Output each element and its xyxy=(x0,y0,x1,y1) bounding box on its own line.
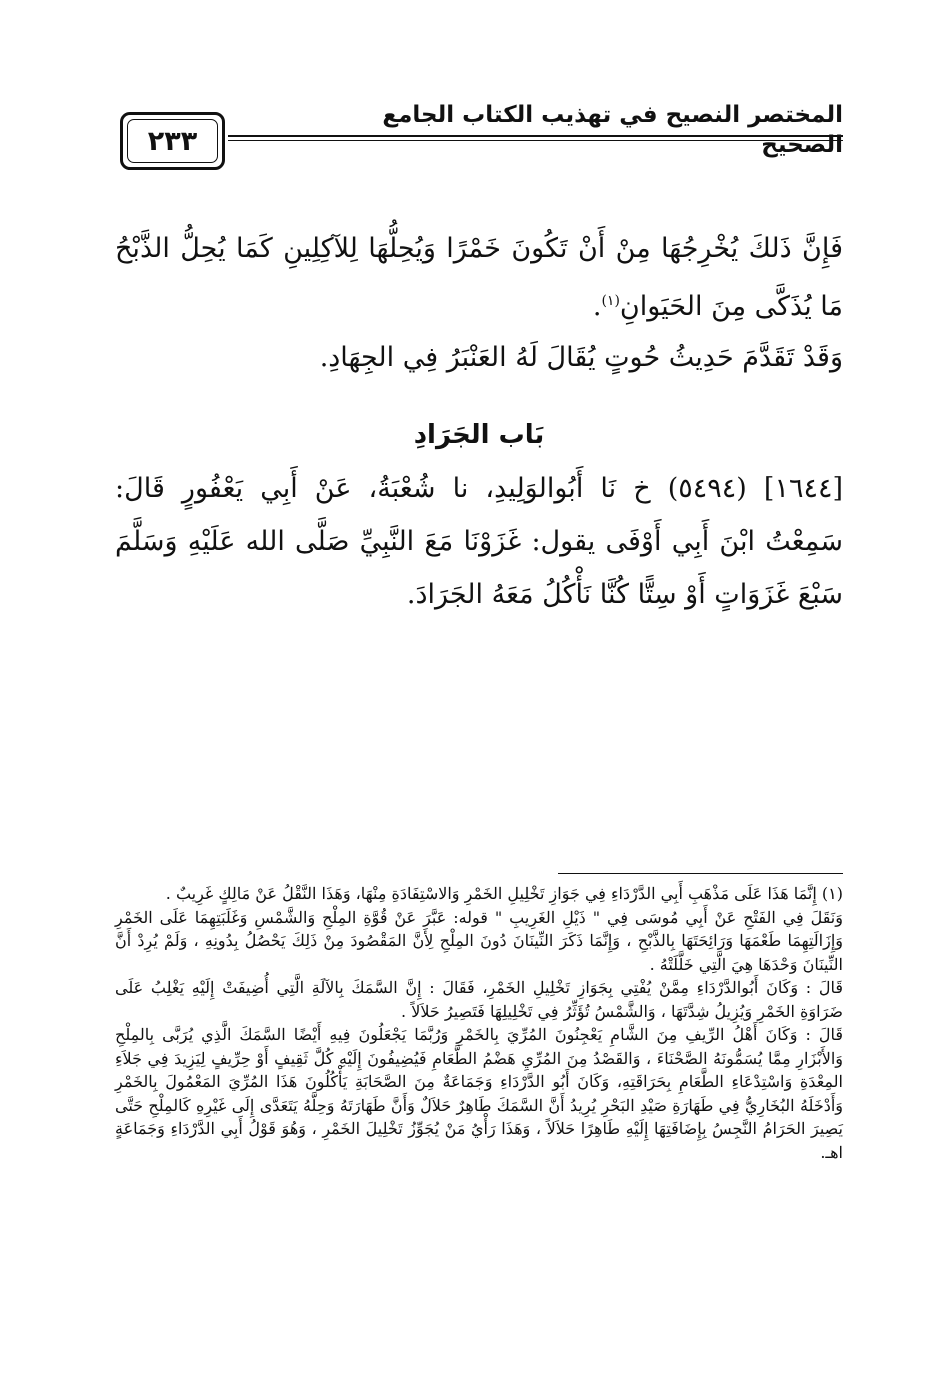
footnote-ref: (١) xyxy=(601,293,620,309)
footnote-rule xyxy=(558,873,843,874)
body-paragraph-1-text: فَإِنَّ ذَلكَ يُخْرِجُهَا مِنْ أَنْ تَكُونَ خَمْرًا وَيُحِلُّهَا لِلآكِلِينِ كَمَا يُحِلُّ الذَّبْحُ مَا يُذَكَّى مِنَ الحَيَوانِ xyxy=(115,233,843,322)
header-rule-thin xyxy=(228,140,843,141)
body-paragraph-1 xyxy=(115,222,843,333)
footnote-paragraph: وَنَقَلَ فِي الفَتْحِ عَنْ أَبِي مُوسَى فِي " ذَيْلِ الغَرِيبِ " قوله: عَبَّرَ عَنْ قُوَّةِ المِلْحِ وَالشَّمْسِ وَغَلَبَتِهِمَا عَلَى الخَمْرِ وَإِزَالَتِهِمَا طَعْمَهَا وَرَائِحَتَهَا بِالذَّبْحِ ، وَإِنَّمَا ذَكَرَ النِّينَانَ دُونَ المِلْحِ لِأَنَّ المَقْصُودَ مِنْ ذَلِكَ يَحْصُلُ بِدُونِهِ ، وَلَمْ يُرِدْ أَنَّ النِّينَانَ وَحْدَهَا هِيَ الَّتِي خَلَّلَتْهُ . xyxy=(115,907,843,974)
hadith-text: [١٦٤٤] (٥٤٩٤) خ نَا أَبُوالوَلِيدِ، نا شُعْبَةُ، عَنْ أَبِي يَعْفُورٍ قَالَ: سَمِعْتُ ابْنَ أَبِي أَوْفَى يقول: غَزَوْنَا مَعَ النَّبِيِّ صَلَّى الله عَلَيْهِ وَسَلَّمَ سَبْعَ غَزَوَاتٍ أَوْ سِتًّا كُنَّا نَأْكُلُ مَعَهُ الجَرَادَ. xyxy=(115,473,843,610)
page-number: ٢٣٣ xyxy=(120,112,225,170)
running-header-title: المختصر النصيح في تهذيب الكتاب الجامع الصحيح xyxy=(382,102,843,158)
footnote-1: (١) إِنَّمَا هَذَا عَلَى مَذْهَبِ أَبِي الدَّرْدَاءِ فِي جَوَازِ تَخْلِيلِ الخَمْرِ وَالاسْتِفَادَةِ مِنْهَا، وَهَذَا النَّقْلُ عَنْ مَالِكٍ غَرِيبٌ . xyxy=(165,884,843,903)
header-rule xyxy=(228,135,843,137)
body-paragraph-2: وَقَدْ تَقَدَّمَ حَدِيثُ حُوتٍ يُقَالَ لَهُ العَنْبَرُ فِي الجِهَادِ. xyxy=(319,342,843,373)
chapter-title: بَاب الجَرَادِ xyxy=(413,420,545,450)
footnotes xyxy=(115,882,843,1164)
body-paragraph-1-end: . xyxy=(592,291,602,322)
footnote-paragraph: قَالَ : وَكَانَ أَبُوالدَّرْدَاءِ مِمَّنْ يُفْتِي بِجَوَازِ تَخْلِيلِ الخَمْرِ، فَقَالَ : إِنَّ السَّمَكَ بِالآلَةِ الَّتِي أُضِيفَتْ إِلَيْهِ يَغْلِبُ عَلَى ضَرَاوَةِ الخَمْرِ وَيُزِيلُ شِدَّتَهَا ، وَالشَّمْسُ تُؤَثِّرُ فِي تَخْلِيلِهَا فَتَصِيرُ حَلاَلاً . xyxy=(115,978,843,1021)
footnote-paragraph: قَالَ : وَكَانَ أَهْلُ الرِّيفِ مِنَ الشَّامِ يَعْجِنُونَ المُرِّيَ بِالخَمْرِ وَرُبَّمَا يَجْعَلُونَ فِيهِ أَيْضًا السَّمَكَ الَّذِي يُرَبَّى بِالمِلْحِ وَالأَبْزَارِ مِمَّا يُسَمُّونَهُ الصَّحْنَاءَ ، وَالقَصْدُ مِنَ المُرِّيِ هَضْمُ الطَّعَامِ فَيُضِيفُونَ إِلَيْهِ كُلَّ ثَقِيفٍ أَوْ حِرِّيفٍ لِيَزِيدَ فِي جَلاَءِ المِعْدَةِ وَاسْتِدْعَاءِ الطَّعَامِ بِحَرَاقَتِهِ، وَكَانَ أَبُو الدَّرْدَاءِ وَجَمَاعَةٌ مِنَ الصَّحَابَةِ يَأْكُلُونَ هَذَا المُرِّيَ المَعْمُولَ بِالخَمْرِ وَأَدْخَلَهُ البُخَارِيُّ فِي طَهَارَةِ صَيْدِ البَحْرِ يُرِيدُ أَنَّ السَّمَكَ طَاهِرٌ حَلاَلٌ وَأَنَّ طَهَارَتَهُ وَحِلَّهُ يَتَعَدَّى إِلَى غَيْرِهِ كَالمِلْحِ حَتَّى يَصِيرَ الحَرَامُ النَّجِسُ بِإِضَافَتِهَا إِلَيْهِ طَاهِرًا حَلاَلاً ، وَهَذَا رَأْيُ مَنْ يُجَوِّزُ تَخْلِيلَ الخَمْرِ ، وَهُوَ قَوْلُ أَبِي الدَّرْدَاءِ وَجَمَاعَةٍ اهـ. xyxy=(115,1025,844,1162)
